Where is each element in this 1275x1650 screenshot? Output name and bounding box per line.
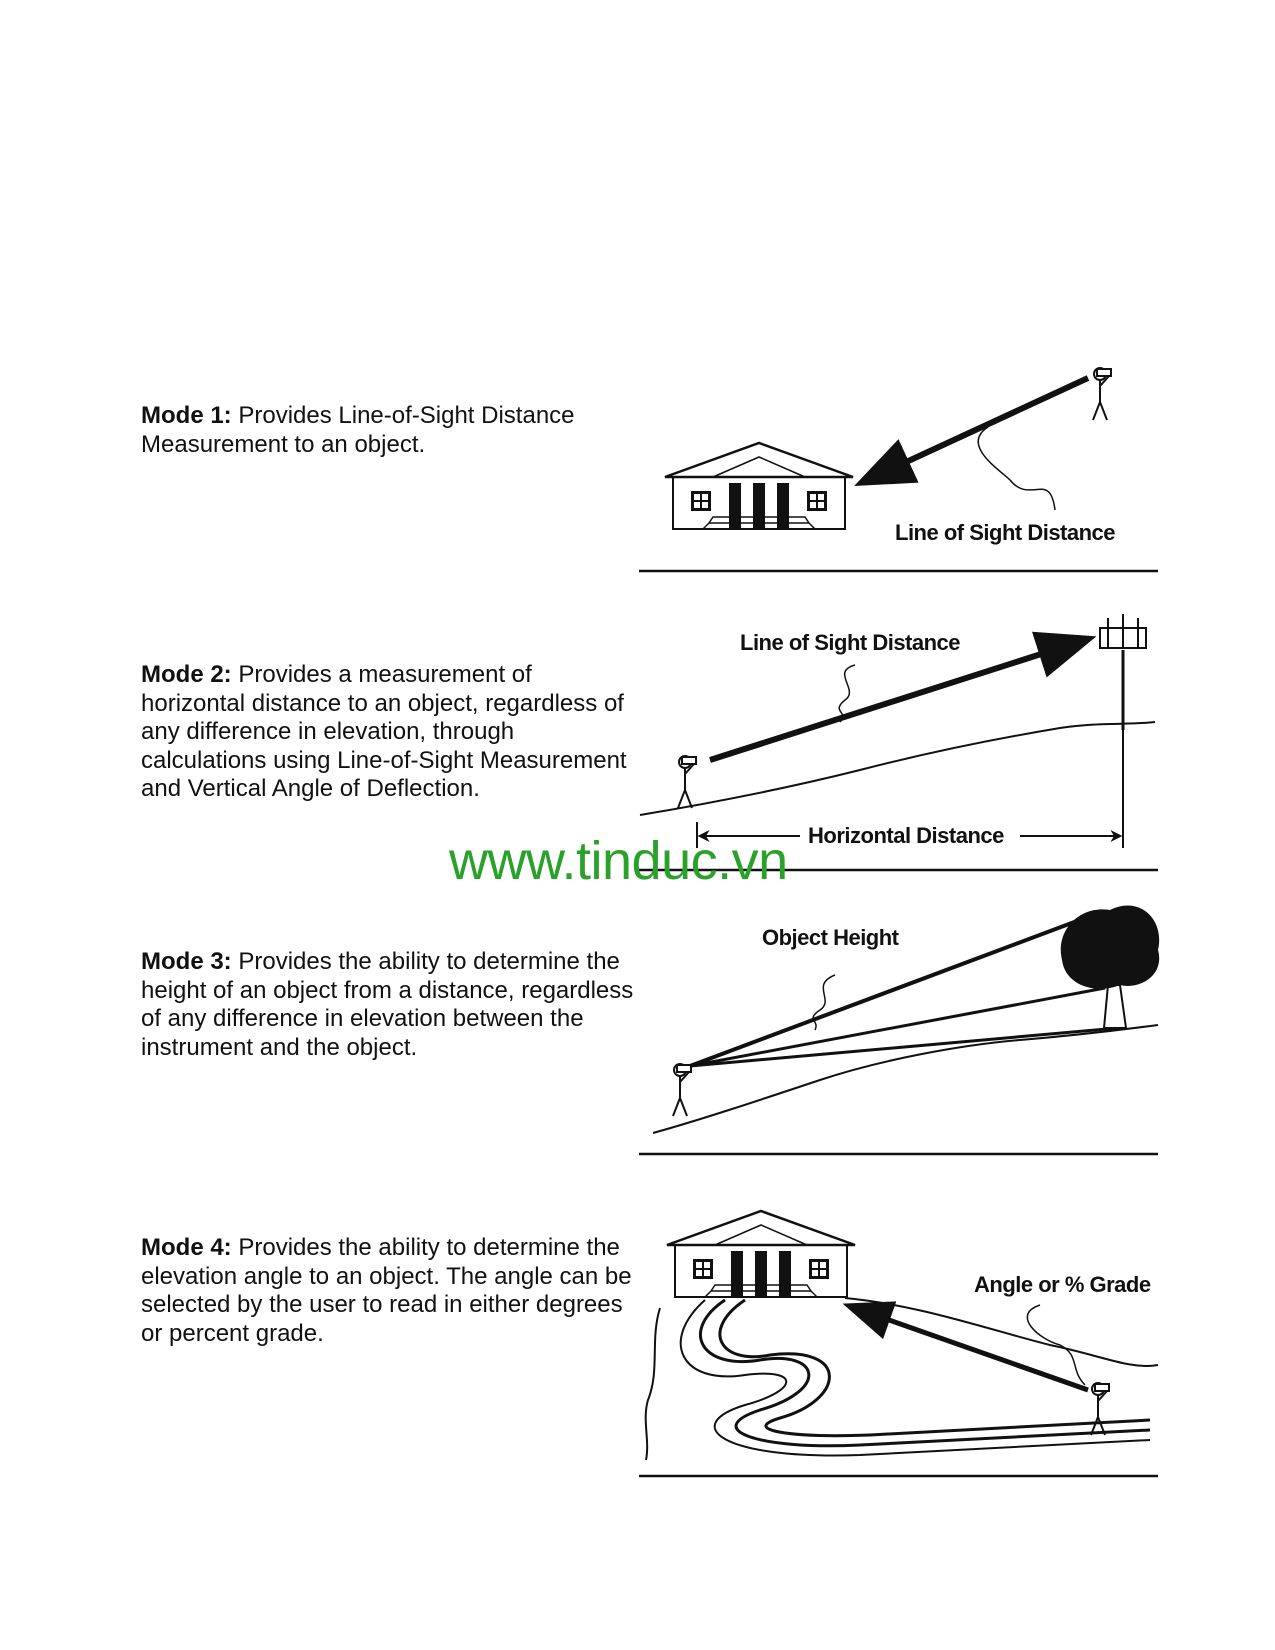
mode-3-text: Provides the ability to determine the height of an object from a distance, regardless of any difference in elevation between the instrument and the object.	[141, 948, 634, 1061]
tree-icon	[1061, 906, 1159, 1028]
person-with-rangefinder-icon	[678, 756, 696, 808]
elevation-angle-arrow	[852, 1307, 1088, 1390]
terrain-slope	[653, 1025, 1158, 1133]
mode-3-title: Mode 3:	[141, 948, 232, 975]
mode-2-title: Mode 2:	[141, 661, 232, 688]
hill-edge	[646, 1308, 660, 1460]
tower-icon	[1100, 614, 1146, 848]
mode-4-figure	[639, 1211, 1158, 1476]
mode-2-text: Provides a measurement of horizontal distance to an object, regardless of any difference in elevation, through calculations using Line-of-Sight Measurement and Vertical Angle of Deflection.	[141, 661, 627, 802]
angle-grade-label: Angle or % Grade	[974, 1272, 1151, 1297]
sight-line-bottom	[690, 1028, 1118, 1066]
person-with-rangefinder-icon	[673, 1064, 691, 1116]
mode-1-figure	[639, 368, 1158, 571]
horizontal-distance-label: Horizontal Distance	[808, 823, 1004, 848]
winding-road-edge-b	[720, 1300, 1150, 1436]
terrain-slope	[640, 722, 1155, 815]
line-of-sight-label: Line of Sight Distance	[740, 630, 961, 655]
label-pointer	[813, 975, 835, 1030]
building-icon	[665, 443, 853, 529]
line-of-sight-arrow	[710, 640, 1085, 760]
line-of-sight-label: Line of Sight Distance	[895, 520, 1116, 545]
mode-4-title: Mode 4:	[141, 1234, 232, 1261]
mode-1-text: Provides Line-of-Sight Distance Measurement to an object.	[141, 402, 575, 458]
mode-1-title: Mode 1:	[141, 402, 232, 429]
person-with-rangefinder-icon	[1091, 1383, 1109, 1435]
mode-4-text: Provides the ability to determine the elevation angle to an object. The angle can be selected by the user to read in either degrees or percent grade.	[141, 1234, 632, 1347]
person-with-rangefinder-icon	[1093, 368, 1111, 420]
label-pointer	[978, 427, 1055, 510]
line-of-sight-arrow	[865, 378, 1088, 481]
building-icon	[667, 1211, 855, 1297]
sight-line-middle	[690, 988, 1105, 1066]
hill-slope	[845, 1298, 1158, 1366]
object-height-label: Object Height	[762, 925, 899, 950]
mode-3-figure	[639, 906, 1159, 1154]
watermark-text: www.tinduc.vn	[449, 831, 788, 891]
